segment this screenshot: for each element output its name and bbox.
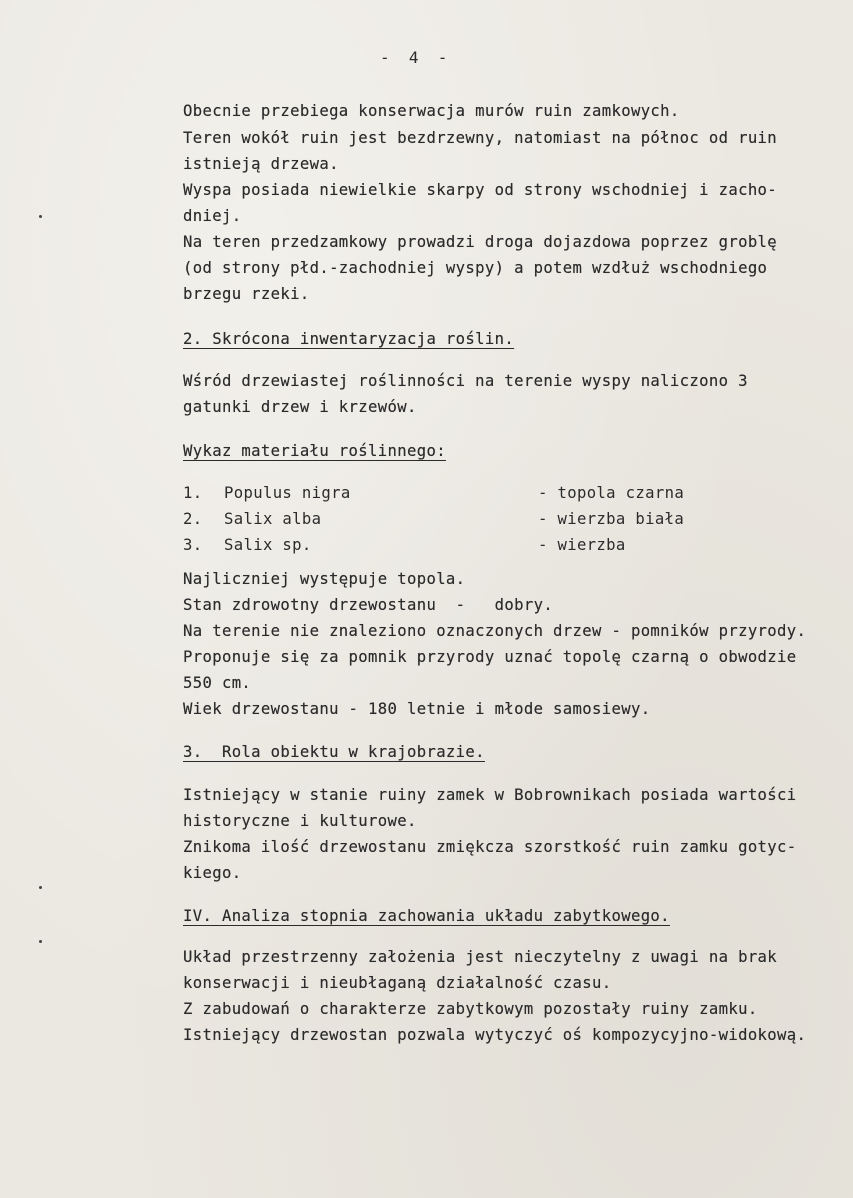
text-line: Istniejący drzewostan pozwala wytyczyć oś kompozycyjno-widokową. bbox=[183, 1026, 807, 1044]
text-line: kiego. bbox=[183, 864, 242, 882]
text-line: Wśród drzewiastej roślinności na terenie wyspy naliczono 3 bbox=[183, 372, 748, 390]
text-line: Na terenie nie znaleziono oznaczonych drzew - pomników przyrody. bbox=[183, 622, 807, 640]
plant-list-heading: Wykaz materiału roślinnego: bbox=[183, 442, 446, 460]
text-line: historyczne i kulturowe. bbox=[183, 812, 417, 830]
text-line: Obecnie przebiega konserwacja murów ruin zamkowych. bbox=[183, 102, 680, 120]
text-line: Wiek drzewostanu - 180 letnie i młode samosiewy. bbox=[183, 700, 651, 718]
plant-latin-name: Salix alba bbox=[224, 510, 322, 528]
plant-latin-name: Salix sp. bbox=[224, 536, 312, 554]
plant-number: 1. bbox=[183, 484, 203, 502]
text-line: dniej. bbox=[183, 207, 242, 225]
section-4-heading: IV. Analiza stopnia zachowania układu zabytkowego. bbox=[183, 907, 670, 925]
text-line: Istniejący w stanie ruiny zamek w Bobrownikach posiada wartości bbox=[183, 786, 797, 804]
plant-number: 3. bbox=[183, 536, 203, 554]
text-line: Teren wokół ruin jest bezdrzewny, natomiast na północ od ruin bbox=[183, 129, 778, 147]
text-line: Układ przestrzenny założenia jest nieczytelny z uwagi na brak bbox=[183, 948, 778, 966]
plant-polish-name: - wierzba bbox=[538, 536, 626, 554]
text-line: konserwacji i nieubłaganą działalność czasu. bbox=[183, 974, 612, 992]
plant-polish-name: - wierzba biała bbox=[538, 510, 685, 528]
text-line: brzegu rzeki. bbox=[183, 285, 310, 303]
plant-number: 2. bbox=[183, 510, 203, 528]
text-line: Znikoma ilość drzewostanu zmiękcza szorstkość ruin zamku gotyc- bbox=[183, 838, 797, 856]
text-line: 550 cm. bbox=[183, 674, 252, 692]
text-line: Proponuje się za pomnik przyrody uznać topolę czarną o obwodzie bbox=[183, 648, 797, 666]
text-line: gatunki drzew i krzewów. bbox=[183, 398, 417, 416]
section-3-heading: 3. Rola obiektu w krajobrazie. bbox=[183, 743, 485, 761]
page-number: - 4 - bbox=[380, 48, 448, 67]
text-line: (od strony płd.-zachodniej wyspy) a potem wzdłuż wschodniego bbox=[183, 259, 768, 277]
text-line: Na teren przedzamkowy prowadzi droga dojazdowa poprzez groblę bbox=[183, 233, 778, 251]
text-line: Wyspa posiada niewielkie skarpy od strony wschodniej i zacho- bbox=[183, 181, 778, 199]
margin-dot bbox=[39, 215, 42, 218]
text-line: Stan zdrowotny drzewostanu - dobry. bbox=[183, 596, 554, 614]
text-line: Z zabudowań o charakterze zabytkowym pozostały ruiny zamku. bbox=[183, 1000, 758, 1018]
text-line: istnieją drzewa. bbox=[183, 155, 339, 173]
section-2-heading: 2. Skrócona inwentaryzacja roślin. bbox=[183, 330, 515, 348]
text-line: Najliczniej występuje topola. bbox=[183, 570, 466, 588]
margin-dot bbox=[39, 940, 42, 943]
plant-polish-name: - topola czarna bbox=[538, 484, 685, 502]
plant-latin-name: Populus nigra bbox=[224, 484, 351, 502]
margin-dot bbox=[39, 886, 42, 889]
